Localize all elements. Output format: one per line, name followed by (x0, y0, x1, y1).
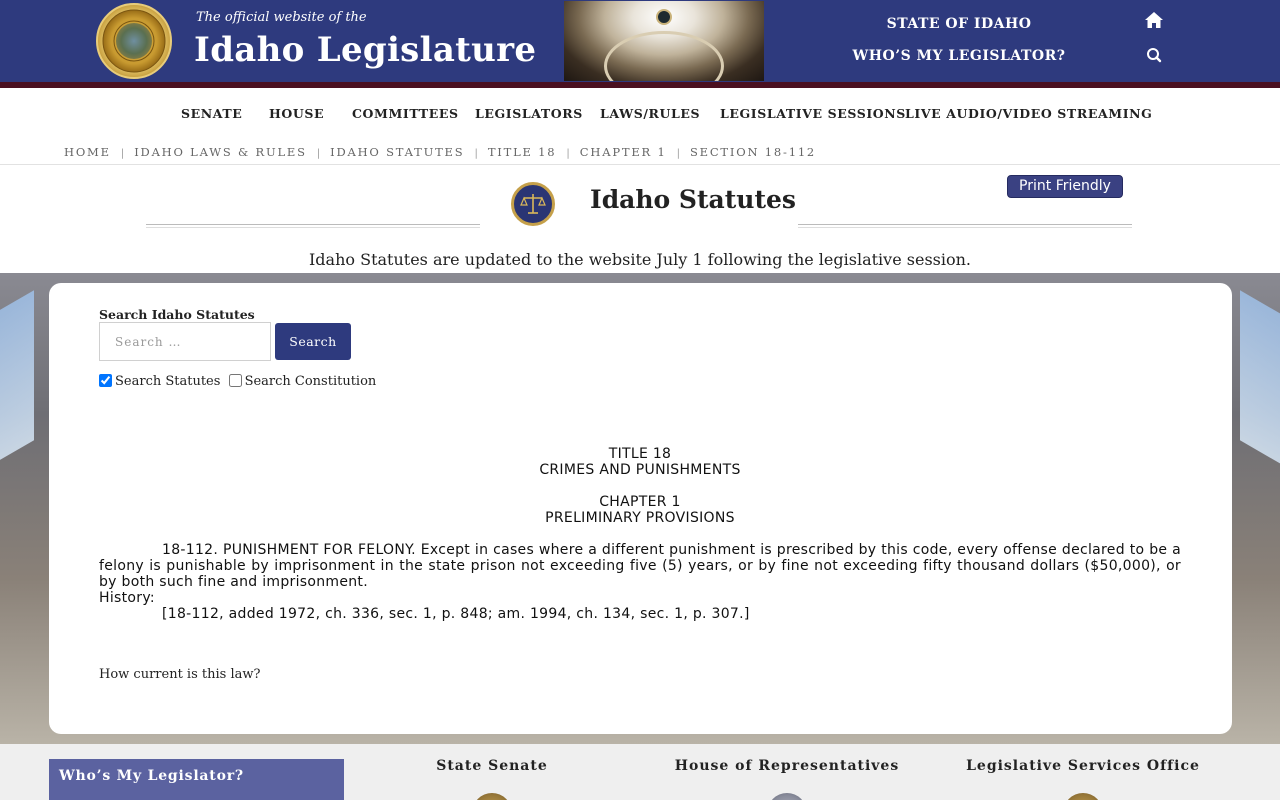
nav-legislative-sessions[interactable]: LEGISLATIVE SESSIONS (720, 106, 906, 121)
main-navigation (0, 106, 1280, 126)
search-constitution-label[interactable]: Search Constitution (244, 374, 377, 389)
search-statutes-checkbox[interactable] (99, 374, 112, 387)
statute-title-name: CRIMES AND PUNISHMENTS (539, 462, 741, 478)
search-button[interactable]: Search (275, 323, 351, 360)
breadcrumb-home[interactable]: HOME (64, 145, 111, 159)
breadcrumb-idaho-laws-rules[interactable]: IDAHO LAWS & RULES (134, 145, 307, 159)
statute-title: TITLE 18 (608, 446, 672, 462)
statute-chapter-name: PRELIMINARY PROVISIONS (545, 510, 735, 526)
update-notice: Idaho Statutes are updated to the website July 1 following the legislative session. (308, 250, 971, 269)
statute-search-input[interactable] (99, 322, 271, 361)
statute-chapter: CHAPTER 1 (599, 494, 681, 510)
search-icon[interactable] (1142, 43, 1166, 67)
state-of-idaho-link[interactable]: STATE OF IDAHO (886, 16, 1032, 32)
print-friendly-button[interactable]: Print Friendly (1007, 175, 1123, 198)
statute-section-text: 18-112. PUNISHMENT FOR FELONY. Except in cases where a different punishment is prescribed by this code, every offense declared to be a felony is punishable by imprisonment in the state prison not exceeding five (5) years, or by fine not exceeding fifty thousand dollars ($50,000), or by both such fine and imprisonment. (99, 542, 1181, 590)
capitol-dome-image (564, 1, 764, 81)
nav-laws-rules[interactable]: LAWS/RULES (600, 106, 701, 121)
whos-my-legislator-heading[interactable]: Who’s My Legislator? (59, 768, 244, 784)
statute-history-label: History: (99, 590, 155, 606)
breadcrumb-idaho-statutes[interactable]: IDAHO STATUTES (330, 145, 465, 159)
breadcrumb-divider (0, 164, 1280, 165)
header-accent-line (0, 82, 1280, 88)
search-scope-options (99, 374, 380, 389)
page-title: Idaho Statutes (590, 185, 796, 214)
footer-house-of-representatives[interactable]: House of Representatives (674, 758, 900, 774)
nav-house[interactable]: HOUSE (269, 106, 325, 121)
site-title[interactable]: Idaho Legislature (194, 30, 537, 70)
title-rule-right (798, 224, 1132, 228)
nav-legislators[interactable]: LEGISLATORS (475, 106, 583, 121)
site-tagline: The official website of the (196, 10, 367, 25)
breadcrumb-chapter-1[interactable]: CHAPTER 1 (579, 145, 667, 159)
nav-live-streaming[interactable]: LIVE AUDIO/VIDEO STREAMING (905, 106, 1153, 121)
search-label: Search Idaho Statutes (99, 307, 255, 322)
footer-state-senate[interactable]: State Senate (436, 758, 548, 774)
footer-legislative-services-office[interactable]: Legislative Services Office (966, 758, 1200, 774)
scales-of-justice-icon (511, 182, 555, 226)
breadcrumb-section-18-112: SECTION 18-112 (689, 145, 817, 159)
breadcrumb-title-18[interactable]: TITLE 18 (487, 145, 557, 159)
statute-history-entry: [18-112, added 1972, ch. 336, sec. 1, p. 848; am. 1994, ch. 134, sec. 1, p. 307.] (162, 606, 750, 622)
title-rule-left (146, 224, 480, 228)
nav-committees[interactable]: COMMITTEES (352, 106, 459, 121)
nav-senate[interactable]: SENATE (181, 106, 243, 121)
search-constitution-checkbox[interactable] (229, 374, 242, 387)
statute-text (99, 446, 1181, 622)
great-seal-logo[interactable] (96, 3, 172, 79)
breadcrumb: HOME | IDAHO LAWS & RULES | IDAHO STATUTES | TITLE 18 | CHAPTER 1 | SECTION 18-112 (64, 145, 817, 159)
home-icon[interactable] (1142, 8, 1166, 32)
search-statutes-label[interactable]: Search Statutes (115, 374, 221, 389)
whos-my-legislator-link[interactable]: WHO’S MY LEGISLATOR? (852, 48, 1066, 64)
how-current-link[interactable]: How current is this law? (99, 667, 261, 682)
